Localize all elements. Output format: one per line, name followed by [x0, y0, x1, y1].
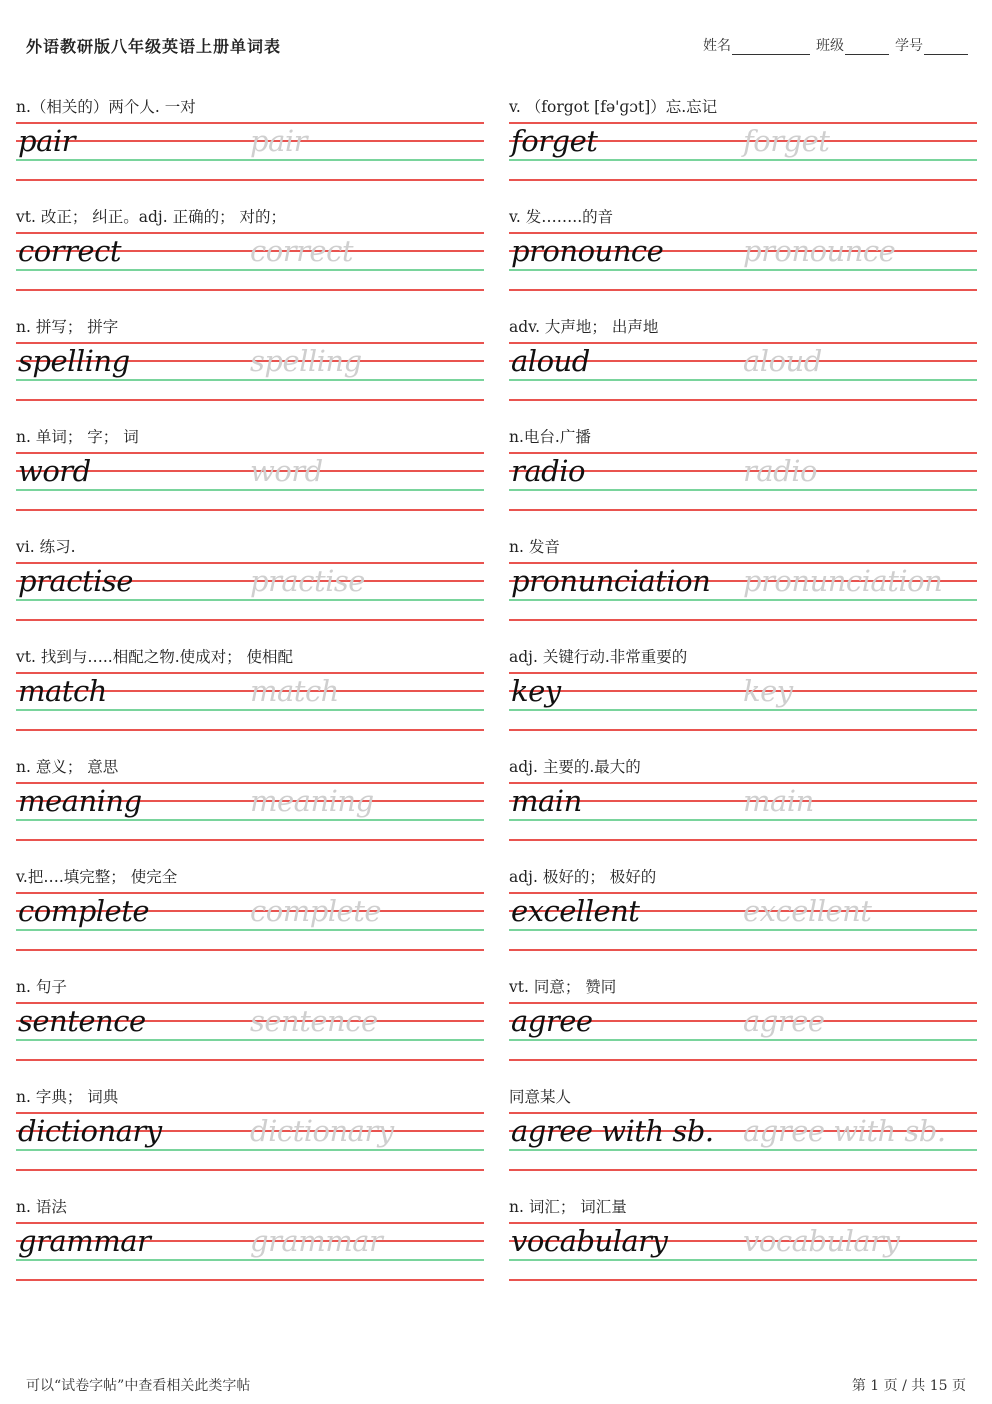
trace-word[interactable]: match	[250, 674, 339, 708]
guide-line-base	[509, 1149, 977, 1151]
guide-line-base	[16, 599, 484, 601]
guide-line-bottom	[16, 179, 484, 181]
vocab-word: meaning	[18, 784, 142, 818]
vocab-entry	[16, 752, 484, 862]
vocab-word: agree with sb.	[511, 1114, 714, 1148]
trace-word[interactable]: grammar	[250, 1224, 383, 1258]
guide-line-base	[16, 379, 484, 381]
vocab-entry	[16, 642, 484, 752]
guide-line-base	[16, 929, 484, 931]
guide-line-bottom	[509, 289, 977, 291]
trace-word[interactable]: pair	[250, 124, 307, 158]
guide-line-bottom	[16, 729, 484, 731]
guide-line-base	[509, 1039, 977, 1041]
vocab-word: aloud	[511, 344, 590, 378]
guide-line-bottom	[16, 399, 484, 401]
guide-line-bottom	[509, 1059, 977, 1061]
vocab-word: pronunciation	[511, 564, 711, 598]
vocab-word: dictionary	[18, 1114, 162, 1148]
trace-word[interactable]: spelling	[250, 344, 362, 378]
vocab-entry	[16, 862, 484, 972]
word-definition: n. 句子	[16, 978, 67, 996]
guide-line-base	[16, 1259, 484, 1261]
guide-line-bottom	[509, 949, 977, 951]
trace-word[interactable]: key	[743, 674, 793, 708]
guide-line-base	[16, 159, 484, 161]
vocab-word: pronounce	[511, 234, 664, 268]
trace-word[interactable]: practise	[250, 564, 365, 598]
guide-line-base	[509, 929, 977, 931]
name-field[interactable]	[703, 35, 810, 55]
word-definition: adj. 极好的； 极好的	[509, 868, 657, 886]
vocab-word: radio	[511, 454, 585, 488]
guide-line-bottom	[16, 509, 484, 511]
guide-line-bottom	[16, 839, 484, 841]
word-definition: vt. 找到与…..相配之物.使成对； 使相配	[16, 648, 294, 666]
guide-line-bottom	[16, 289, 484, 291]
student-id-blank[interactable]	[924, 40, 968, 55]
name-label: 姓名	[703, 38, 731, 54]
vocab-entry	[16, 202, 484, 312]
vocab-entry	[16, 312, 484, 422]
vocab-word: pair	[18, 124, 75, 158]
document-title: 外语教研版八年级英语上册单词表	[26, 37, 282, 56]
footer-note: 可以“试卷字帖”中查看相关此类字帖	[26, 1378, 251, 1394]
vocab-entry	[509, 1192, 977, 1302]
guide-line-base	[16, 709, 484, 711]
guide-line-bottom	[509, 509, 977, 511]
word-definition: vt. 改正； 纠正。adj. 正确的； 对的；	[16, 208, 287, 226]
word-definition: adj. 主要的.最大的	[509, 758, 641, 776]
guide-line-bottom	[509, 1279, 977, 1281]
guide-line-base	[509, 1259, 977, 1261]
class-label: 班级	[816, 38, 844, 54]
vocab-entry	[16, 422, 484, 532]
trace-word[interactable]: sentence	[250, 1004, 378, 1038]
vocab-word: vocabulary	[511, 1224, 668, 1258]
vocab-entry	[509, 532, 977, 642]
guide-line-bottom	[16, 949, 484, 951]
trace-word[interactable]: word	[250, 454, 323, 488]
guide-line-bottom	[509, 1169, 977, 1171]
word-definition: n.（相关的）两个人. 一对	[16, 98, 196, 116]
vocab-entry	[16, 1082, 484, 1192]
guide-line-base	[16, 1149, 484, 1151]
vocab-entry	[16, 972, 484, 1082]
guide-line-base	[16, 819, 484, 821]
trace-word[interactable]: correct	[250, 234, 353, 268]
guide-line-bottom	[16, 619, 484, 621]
trace-word[interactable]: pronounce	[743, 234, 896, 268]
guide-line-bottom	[509, 619, 977, 621]
vocab-entry	[509, 642, 977, 752]
word-definition: n. 字典； 词典	[16, 1088, 119, 1106]
name-blank[interactable]	[732, 40, 810, 55]
guide-line-bottom	[16, 1279, 484, 1281]
page-header	[0, 0, 992, 70]
guide-line-base	[509, 159, 977, 161]
word-definition: vt. 同意； 赞同	[509, 978, 617, 996]
guide-line-base	[16, 489, 484, 491]
word-definition: n. 词汇； 词汇量	[509, 1198, 627, 1216]
vocab-entry	[509, 862, 977, 972]
trace-word[interactable]: agree	[743, 1004, 825, 1038]
trace-word[interactable]: excellent	[743, 894, 872, 928]
vocab-word: practise	[18, 564, 133, 598]
vocab-entry	[509, 312, 977, 422]
vocab-word: agree	[511, 1004, 593, 1038]
guide-line-base	[509, 379, 977, 381]
word-definition: n. 单词； 字； 词	[16, 428, 139, 446]
guide-line-bottom	[16, 1059, 484, 1061]
trace-word[interactable]: radio	[743, 454, 817, 488]
vocab-word: key	[511, 674, 561, 708]
vocab-word: forget	[511, 124, 598, 158]
trace-word[interactable]: vocabulary	[743, 1224, 900, 1258]
vocab-entry	[16, 532, 484, 642]
guide-line-bottom	[509, 839, 977, 841]
trace-word[interactable]: aloud	[743, 344, 822, 378]
vocab-word: correct	[18, 234, 121, 268]
guide-line-base	[509, 269, 977, 271]
guide-line-bottom	[509, 729, 977, 731]
guide-line-base	[16, 1039, 484, 1041]
word-definition: adv. 大声地； 出声地	[509, 318, 659, 336]
trace-word[interactable]: meaning	[250, 784, 374, 818]
guide-line-base	[509, 599, 977, 601]
guide-line-base	[509, 819, 977, 821]
word-definition: adj. 关键行动.非常重要的	[509, 648, 688, 666]
vocab-entry	[16, 92, 484, 202]
vocab-word: excellent	[511, 894, 640, 928]
word-definition: n. 拼写； 拼字	[16, 318, 119, 336]
guide-line-base	[509, 709, 977, 711]
vocab-entry	[509, 92, 977, 202]
vocab-entry	[509, 1082, 977, 1192]
vocab-word: word	[18, 454, 91, 488]
student-id-label: 学号	[895, 38, 923, 54]
vocab-entry	[509, 752, 977, 862]
word-definition: v.把….填完整； 使完全	[16, 868, 178, 886]
trace-word[interactable]: agree with sb.	[743, 1114, 946, 1148]
trace-word[interactable]: forget	[743, 124, 830, 158]
word-definition: n.电台.广播	[509, 428, 591, 446]
class-blank[interactable]	[845, 40, 889, 55]
word-definition: n. 意义； 意思	[16, 758, 119, 776]
class-field[interactable]	[816, 35, 889, 55]
vocab-word: sentence	[18, 1004, 146, 1038]
word-definition: v. 发……..的音	[509, 208, 614, 226]
word-definition: v. （forgot [fə'ɡɔt]）忘.忘记	[509, 98, 718, 116]
vocab-word: complete	[18, 894, 150, 928]
vocab-entry	[16, 1192, 484, 1302]
student-id-field[interactable]	[895, 35, 968, 55]
vocab-entry	[509, 422, 977, 532]
vocab-word: match	[18, 674, 107, 708]
guide-line-bottom	[509, 179, 977, 181]
guide-line-base	[509, 489, 977, 491]
word-definition: n. 发音	[509, 538, 560, 556]
page-number: 第 1 页 / 共 15 页	[851, 1378, 966, 1394]
trace-word[interactable]: complete	[250, 894, 382, 928]
word-definition: vi. 练习.	[16, 538, 76, 556]
vocab-entry	[509, 202, 977, 312]
guide-line-bottom	[509, 399, 977, 401]
word-definition: n. 语法	[16, 1198, 67, 1216]
vocab-word: spelling	[18, 344, 130, 378]
vocab-entry	[509, 972, 977, 1082]
guide-line-bottom	[16, 1169, 484, 1171]
trace-word[interactable]: main	[743, 784, 814, 818]
student-info-fields	[703, 35, 968, 55]
guide-line-base	[16, 269, 484, 271]
vocab-word: grammar	[18, 1224, 151, 1258]
trace-word[interactable]: dictionary	[250, 1114, 394, 1148]
trace-word[interactable]: pronunciation	[743, 564, 943, 598]
word-definition: 同意某人	[509, 1088, 572, 1106]
vocab-word: main	[511, 784, 582, 818]
